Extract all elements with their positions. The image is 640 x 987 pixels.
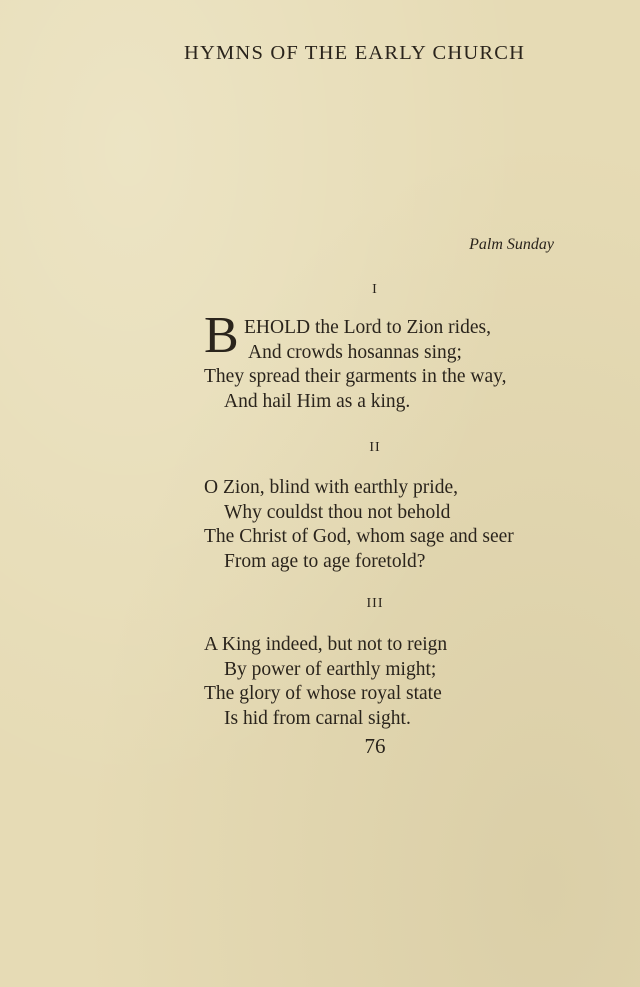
verse-line: A King indeed, but not to reign (204, 634, 448, 655)
section-number-3: III (366, 596, 384, 611)
verse-line: EHOLD the Lord to Zion rides, (244, 317, 491, 338)
verse-line: The Christ of God, whom sage and seer (204, 526, 514, 547)
section-number-1: I (372, 282, 378, 297)
drop-cap: B (204, 307, 239, 364)
verse-line: Is hid from carnal sight. (224, 707, 411, 729)
verse-line: And hail Him as a king. (224, 390, 411, 412)
verse-line: The glory of whose royal state (204, 683, 442, 704)
stanza-1 (204, 307, 584, 414)
section-number-2: II (369, 440, 381, 455)
stanza-2 (204, 476, 584, 574)
running-head: HYMNS OF THE EARLY CHURCH (184, 42, 526, 64)
verse-line: From age to age foretold? (224, 550, 426, 572)
verse-line: By power of earthly might; (224, 658, 437, 680)
stanza-1-opening (204, 307, 584, 365)
verse-line: O Zion, blind with earthly pride, (204, 477, 458, 498)
verse-line: Why couldst thou not behold (224, 501, 451, 523)
verse-line: And crowds hosannas sing; (248, 341, 462, 363)
verse-line: They spread their garments in the way, (204, 366, 507, 387)
page-number: 76 (364, 734, 386, 758)
stanza-3 (204, 633, 584, 731)
occasion-heading: Palm Sunday (469, 236, 554, 253)
